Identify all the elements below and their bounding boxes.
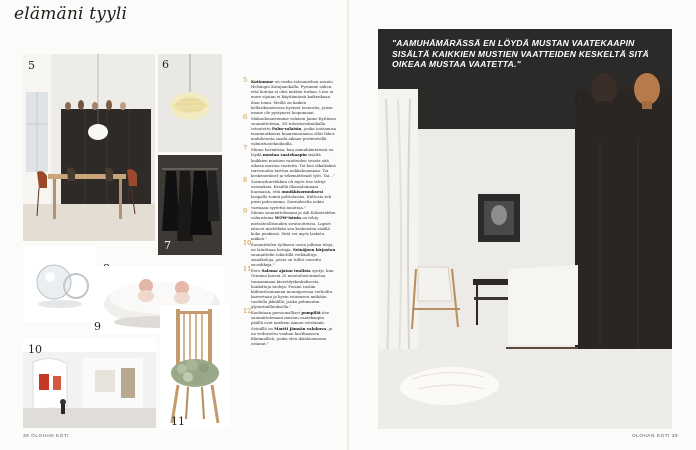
photo-number: 6 [162,58,169,71]
highlight-text: Saloma ajaton tuolista [261,268,311,274]
paragraph-text: Minun suunnittelemani ja Adi Kahatvalden valmistama [251,210,336,221]
glass-ring-illustration [24,246,96,322]
highlight-text: WOW-istuin [274,215,301,221]
paragraph-text: itse suunnittelemani mustan vaatekaapin päällä ovat mieheni Aimon veistämiä. Seinällä on [251,310,330,331]
photo-moss-chair [160,305,230,428]
dining-room-illustration [23,54,155,241]
paragraph-text: Minua harmittaa, kun aamuhämärässä en löydä [251,147,334,158]
paragraph-number: 5 [243,76,248,84]
highlight-text: Seinäjoen kirjaston [292,246,336,252]
paragraph-text: , jonka toistamisa monimutkaista huonemuunaisa ollut lähes mahdotonta saada aikaan perinteisillä valmistustekniikoilla. [251,126,337,147]
photo-black-clothes [158,155,222,255]
footer-right: OLOHAN KOTI 39 [632,433,679,438]
paragraph-text: , ja on vedostettu vanhan kuvilmassen filmimallisti, jonka olen ikäähuomossa ostanut." [251,325,333,346]
photo-palm-lamp [158,54,222,152]
paragraph-text: on tehty metsäteollisuuden sivutuotteista. Lapset istuvat mielellään sen keskeisten sisällä koko penkissä. Siitä voi myös lasketa mäkeä." [251,215,331,242]
library-illustration [23,338,156,428]
photo-library [23,338,156,428]
body-paragraph [243,238,337,268]
moss-chair-illustration [160,305,230,428]
paragraph-text: Makuuhuoneemme valaisin Janne Kyttäsen suunnittelema, 3D-tulostustekniikalla toteutettu [251,115,336,131]
paragraph-text: Eero [251,268,262,274]
photo-number: 9 [94,320,101,333]
footer-left: 38 OLOHAN KOTI [23,433,70,438]
body-paragraph [243,307,337,346]
paragraph-text: Koulutaan persoonalliset [251,310,302,316]
paragraph-number: 12 [243,307,252,316]
highlight-text: onnikkisormuksesi [281,189,323,195]
bedroom-illustration [378,29,672,429]
paragraph-number: 11 [243,265,252,274]
body-paragraph [243,112,337,147]
paragraph-text: lasipallo toimii polttolasina. Kiiltosta tuli pieni palovamma. Sormukselia onkin varmaan syytettä muuttaa." [251,194,332,210]
highlight-text: Martti Jämsän valokuva [274,325,327,331]
paragraph-text: syntyi, kun Ornamo kutsui 20 muotoilustoimistoa tuunaamaan kierrätyskeskuksesta hankittuja tuoleja. Puisiin tuoliin kiilitarilosmaman muunipovuaa verhoiltu kaivertaan ja hyvin istuimeen mitkään tuodulla jäkälillä, jonka pehmentin glyseriinilluoksella." [251,268,334,310]
body-paragraph [243,144,337,178]
pull-quote: "AAMUHÄMÄRÄSSÄ EN LÖYDÄ MUSTAN VAATEKAAPIN SISÄLTÄ KAIKKIEN MUSTIEN VAATTEIDEN KESKELTÄ SITÄ OIKEAA MUSTAA VAATETTA." [392,38,649,69]
paragraph-text: sisältä kaikkien mustien vaatteiden seasta sitä oikeaa mustaa vaatetta. Tai kun olkaläskeä tarvosuuhu tarttuu nukkahuomaan. Tai keskeneräiset ja tekemättömät työt. Tai..." [251,152,336,178]
photo-number: 11 [171,415,185,428]
photo-dining-room [23,54,155,241]
photo-glass-ring [24,246,96,322]
photo-number: 10 [28,343,42,356]
photo-bedroom [378,29,672,429]
photo-number: 7 [164,239,171,252]
photo-number: 12 [573,91,587,104]
highlight-text: Palm-valaisin [272,126,302,131]
paragraph-text: Suunnittelen työkseni usein julkisia tiloja, en lainittaan kotiaja. [251,241,334,252]
page-gutter [347,0,349,450]
paragraph-text: on vanha talonmiehen asunto Helsingin Katajanokalla. Pyrimme siihen, että kotona ei olisi mitään turhaa. Lese ia more sijatan ei käyttämässä kaikenkaan ihan toimi. Meillä on kaiken kellarikomerossa hyvissä tavaroita, joista emme ole pystyneet luopumaan. [251,79,334,115]
highlight-text: Kotiomme [251,79,274,84]
photo-number: 5 [28,59,35,72]
section-title: elämäni tyyli [14,4,128,24]
highlight-text: pompilät [301,310,321,316]
paragraph-number: 7 [243,144,248,153]
paragraph-text: Sormushurttikkini oli myös itse tehtyt sormuksia. Kesällä illansuloinaani huomasin, että [251,178,326,195]
body-paragraph [243,76,337,115]
paragraph-number: 6 [243,112,248,121]
highlight-text: mustan vaatekaapin [262,152,307,158]
article-body [243,76,337,414]
paragraph-number: 10 [243,238,252,247]
paragraph-text: suunnittelin tokiotillä verkkoltoja seinäkoloja, joista on tullut suosittu suosikkeja." [251,252,322,268]
body-paragraph [243,175,337,210]
body-paragraph [243,207,337,242]
body-paragraph [243,265,337,310]
paragraph-number: 8 [243,175,248,184]
paragraph-number: 9 [243,207,248,216]
